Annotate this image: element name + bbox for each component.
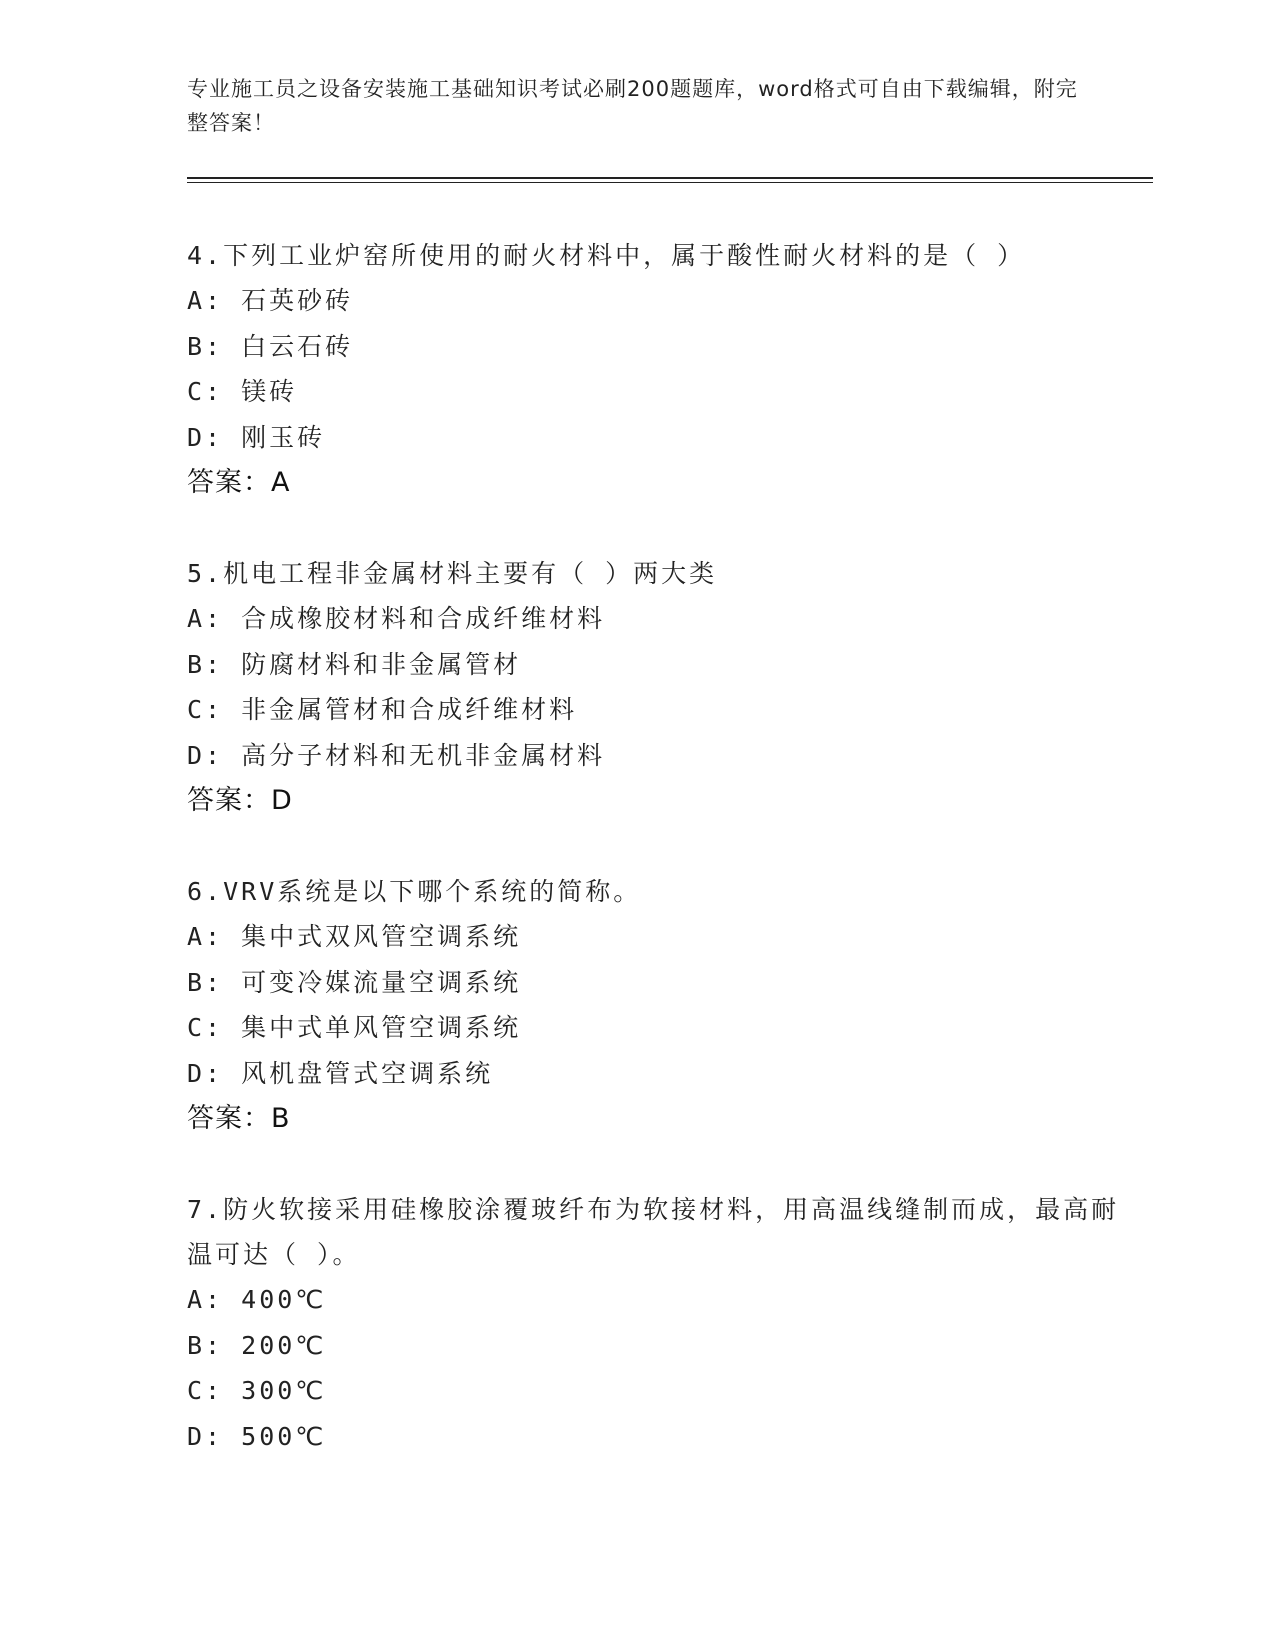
answer-line: 答案：B — [187, 1103, 291, 1134]
option-a: A: 合成橡胶材料和合成纤维材料 — [187, 604, 606, 633]
answer-line: 答案：A — [187, 467, 291, 498]
option-d: D: 刚玉砖 — [187, 422, 326, 452]
question-stem: 6.VRV系统是以下哪个系统的简称。 — [187, 877, 642, 906]
question-4 — [187, 233, 1137, 505]
option-b: B: 200℃ — [187, 1330, 327, 1360]
option-d: D: 风机盘管式空调系统 — [187, 1058, 494, 1088]
option-c: C: 非金属管材和合成纤维材料 — [187, 695, 578, 724]
header-divider — [187, 177, 1153, 179]
option-b: B: 防腐材料和非金属管材 — [187, 649, 522, 679]
question-5 — [187, 551, 1137, 823]
document-header: 专业施工员之设备安装施工基础知识考试必刷200题题库，word格式可自由下载编辑，附完整答案！ — [187, 77, 1078, 135]
option-c: C: 300℃ — [187, 1376, 327, 1405]
question-stem: 7.防火软接采用硅橡胶涂覆玻纤布为软接材料，用高温线缝制而成，最高耐温可达（ ）。 — [187, 1195, 1120, 1269]
option-a: A: 集中式双风管空调系统 — [187, 922, 522, 951]
question-stem: 4.下列工业炉窑所使用的耐火材料中，属于酸性耐火材料的是（ ） — [187, 241, 1026, 270]
option-b: B: 白云石砖 — [187, 331, 354, 361]
option-d: D: 500℃ — [187, 1421, 327, 1451]
option-a: A: 石英砂砖 — [187, 286, 354, 315]
option-c: C: 集中式单风管空调系统 — [187, 1013, 522, 1042]
question-stem: 5.机电工程非金属材料主要有（ ）两大类 — [187, 559, 718, 588]
option-c: C: 镁砖 — [187, 377, 298, 406]
question-7 — [187, 1187, 1137, 1459]
question-6 — [187, 869, 1137, 1141]
option-a: A: 400℃ — [187, 1285, 327, 1314]
answer-line: 答案：D — [187, 785, 293, 816]
header-divider-thin — [187, 182, 1153, 183]
option-b: B: 可变冷媒流量空调系统 — [187, 967, 522, 997]
option-d: D: 高分子材料和无机非金属材料 — [187, 740, 606, 770]
